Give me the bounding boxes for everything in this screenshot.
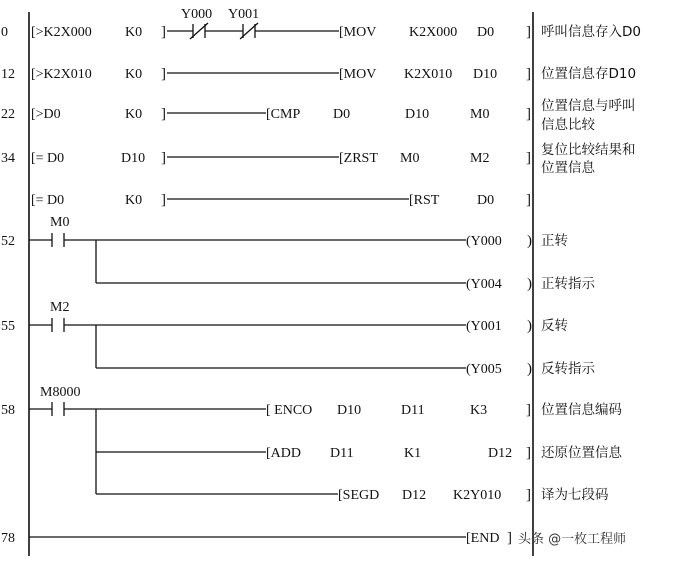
compare-argument: K0 <box>125 25 143 40</box>
rung-55 <box>1 300 595 377</box>
normally-open-contact-m2 <box>52 318 64 332</box>
step-number: 55 <box>1 319 15 334</box>
instruction-operand-1: K2X010 <box>404 67 453 82</box>
rung-comment: 正转指示 <box>541 276 595 292</box>
rung-comment: 反转指示 <box>541 361 595 377</box>
instruction-close-bracket: ] <box>507 530 512 546</box>
compare-operand: [>K2X010 <box>31 67 92 82</box>
compare-operand: [>K2X000 <box>31 25 92 40</box>
compare-argument: K0 <box>125 107 143 122</box>
instruction-operand-2: K2Y010 <box>453 488 502 503</box>
rung-78 <box>1 530 512 546</box>
rung-comment-line-1: 位置信息与呼叫 <box>541 98 636 114</box>
rung-rst <box>31 192 531 208</box>
rung-comment: 反转 <box>541 318 568 334</box>
compare-argument: K0 <box>125 193 143 208</box>
step-number: 78 <box>1 531 15 546</box>
compare-argument: D10 <box>121 151 146 166</box>
coil-y001: (Y001 <box>466 319 502 334</box>
instruction-close-bracket: ] <box>526 24 531 40</box>
instruction-operand-2: D10 <box>473 67 498 82</box>
compare-close-bracket: ] <box>161 150 166 166</box>
compare-close-bracket: ] <box>161 106 166 122</box>
instruction-operand-3: M0 <box>470 107 490 122</box>
instruction-close-bracket: ] <box>526 150 531 166</box>
coil-close: ) <box>527 233 532 249</box>
step-number: 34 <box>1 151 15 166</box>
contact-label-y000: Y000 <box>181 7 213 22</box>
rung-52 <box>1 215 595 292</box>
contact-label-y001: Y001 <box>228 7 260 22</box>
instruction-close-bracket: ] <box>526 487 531 503</box>
rung-comment: 位置信息编码 <box>541 402 622 418</box>
step-number: 12 <box>1 67 15 82</box>
instruction-close-bracket: ] <box>526 192 531 208</box>
instruction-mnemonic: [END <box>466 531 500 546</box>
compare-operand: [>D0 <box>31 107 61 122</box>
rung-comment-line-2: 位置信息 <box>541 160 595 176</box>
coil-close: ) <box>527 361 532 377</box>
instruction-mnemonic: [ZRST <box>339 151 378 166</box>
instruction-operand-3: D12 <box>488 446 513 461</box>
coil-y004: (Y004 <box>466 277 502 292</box>
contact-label-m0: M0 <box>50 215 70 230</box>
instruction-mnemonic: [ ENCO <box>266 403 313 418</box>
normally-open-contact-m8000 <box>52 402 64 416</box>
instruction-operand-1: D12 <box>402 488 427 503</box>
rung-comment-line-1: 复位比较结果和 <box>541 142 636 158</box>
contact-label-m8000: M8000 <box>40 385 81 400</box>
instruction-operand-1: D0 <box>333 107 351 122</box>
rung-34 <box>1 141 636 176</box>
compare-close-bracket: ] <box>161 192 166 208</box>
rung-22 <box>1 97 636 133</box>
instruction-operand-2: D0 <box>477 25 495 40</box>
coil-y000: (Y000 <box>466 234 502 249</box>
instruction-operand-1: D11 <box>330 446 354 461</box>
step-number: 58 <box>1 403 15 418</box>
rung-comment: 位置信息存D10 <box>541 66 637 82</box>
instruction-close-bracket: ] <box>526 66 531 82</box>
instruction-mnemonic: [MOV <box>339 67 377 82</box>
instruction-operand-3: K3 <box>470 403 488 418</box>
instruction-operand-2: M2 <box>470 151 490 166</box>
instruction-mnemonic: [SEGD <box>338 488 380 503</box>
rung-comment: 还原位置信息 <box>541 445 622 461</box>
coil-close: ) <box>527 276 532 292</box>
coil-y005: (Y005 <box>466 362 502 377</box>
instruction-mnemonic: [CMP <box>266 107 301 122</box>
watermark: 头条 @一枚工程师 <box>518 532 627 547</box>
compare-close-bracket: ] <box>161 66 166 82</box>
instruction-operand-2: D11 <box>401 403 425 418</box>
compare-operand: [= D0 <box>31 193 65 208</box>
instruction-operand-1: D10 <box>337 403 362 418</box>
rung-0 <box>1 7 641 40</box>
rung-comment: 译为七段码 <box>541 487 609 503</box>
instruction-mnemonic: [RST <box>409 193 440 208</box>
step-number: 22 <box>1 107 15 122</box>
instruction-operand-1: K2X000 <box>409 25 458 40</box>
rung-comment-line-2: 信息比较 <box>541 117 595 133</box>
instruction-operand-1: M0 <box>400 151 420 166</box>
rung-comment: 呼叫信息存入D0 <box>541 24 641 40</box>
instruction-operand-2: D10 <box>405 107 430 122</box>
instruction-operand-2: K1 <box>404 446 422 461</box>
compare-close-bracket: ] <box>161 24 166 40</box>
instruction-close-bracket: ] <box>526 445 531 461</box>
rung-comment: 正转 <box>541 233 568 249</box>
rung-12 <box>1 65 636 82</box>
rung-58 <box>1 385 622 503</box>
instruction-close-bracket: ] <box>526 106 531 122</box>
compare-operand: [= D0 <box>31 151 65 166</box>
instruction-mnemonic: [MOV <box>339 25 377 40</box>
step-number: 0 <box>1 25 8 40</box>
instruction-operand-1: D0 <box>477 193 495 208</box>
contact-label-m2: M2 <box>50 300 70 315</box>
instruction-mnemonic: [ADD <box>266 446 301 461</box>
compare-argument: K0 <box>125 67 143 82</box>
step-number: 52 <box>1 234 15 249</box>
coil-close: ) <box>527 318 532 334</box>
normally-open-contact-m0 <box>52 233 64 247</box>
instruction-close-bracket: ] <box>526 402 531 418</box>
